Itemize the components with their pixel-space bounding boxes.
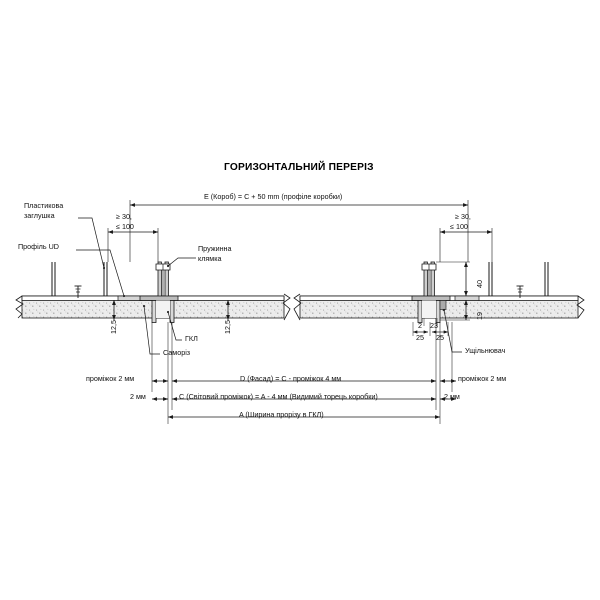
dimension-label-left-range-2: ≤ 100 bbox=[116, 222, 134, 231]
dimension-label-C: C (Світовий проміжок) = A - 4 мм (Видимий торець коробки) bbox=[179, 392, 378, 401]
dimension-right-range bbox=[440, 228, 492, 262]
drywall-plane bbox=[22, 296, 578, 301]
dimension-label-right-range-1: ≥ 30, bbox=[455, 212, 471, 221]
callout-spring-clamp-line2: клямка bbox=[198, 254, 222, 263]
dimension-label-D: D (Фасад) = C - проміжок 4 мм bbox=[240, 374, 342, 383]
dimension-label-gap-right: проміжок 2 мм bbox=[458, 374, 507, 383]
page-title: ГОРИЗОНТАЛЬНИЙ ПЕРЕРІЗ bbox=[224, 162, 374, 173]
dimension-label-E: E (Короб) = C + 50 mm (профіле коробки) bbox=[204, 192, 343, 201]
callout-plastic-cap-line2: заглушка bbox=[24, 211, 55, 220]
dimension-label-40: 40 bbox=[475, 280, 484, 288]
dimension-label-19: 19 bbox=[475, 312, 484, 320]
dimension-label-25-right: 25 bbox=[436, 333, 444, 342]
dimension-label-right-range-2: ≤ 100 bbox=[450, 222, 468, 231]
dimension-line-E bbox=[130, 200, 468, 262]
dimension-vertical-40 bbox=[436, 262, 470, 296]
dimension-left-range bbox=[108, 228, 158, 262]
callout-profile-ud: Профіль UD bbox=[18, 242, 59, 251]
dimension-label-A: A (Ширина прорізу в ГКЛ) bbox=[239, 410, 324, 419]
dimension-label-thickness-right: 12,5 bbox=[223, 320, 232, 334]
right-ud-profile bbox=[455, 262, 548, 301]
callout-gkl: ГКЛ bbox=[185, 334, 198, 343]
dimension-label-2: 2 bbox=[418, 321, 422, 330]
left-ud-profile bbox=[52, 262, 142, 301]
callout-seal: Ущільнювач bbox=[465, 346, 506, 355]
dimension-label-23: 23 bbox=[430, 321, 438, 330]
dimension-label-2mm-right: 2 мм bbox=[444, 392, 460, 401]
callout-screw: Саморіз bbox=[163, 348, 191, 357]
callout-spring-clamp-line1: Пружинна bbox=[198, 244, 232, 253]
dimension-label-gap-left: проміжок 2 мм bbox=[86, 374, 135, 383]
dimension-label-2mm-left: 2 мм bbox=[130, 392, 146, 401]
leader-lines bbox=[76, 218, 462, 354]
callout-plastic-cap-line1: Пластикова bbox=[24, 201, 64, 210]
dimension-label-thickness-left: 12,5 bbox=[109, 320, 118, 334]
dimension-label-left-range-1: ≥ 30, bbox=[116, 212, 132, 221]
dimension-label-25-left: 25 bbox=[416, 333, 424, 342]
